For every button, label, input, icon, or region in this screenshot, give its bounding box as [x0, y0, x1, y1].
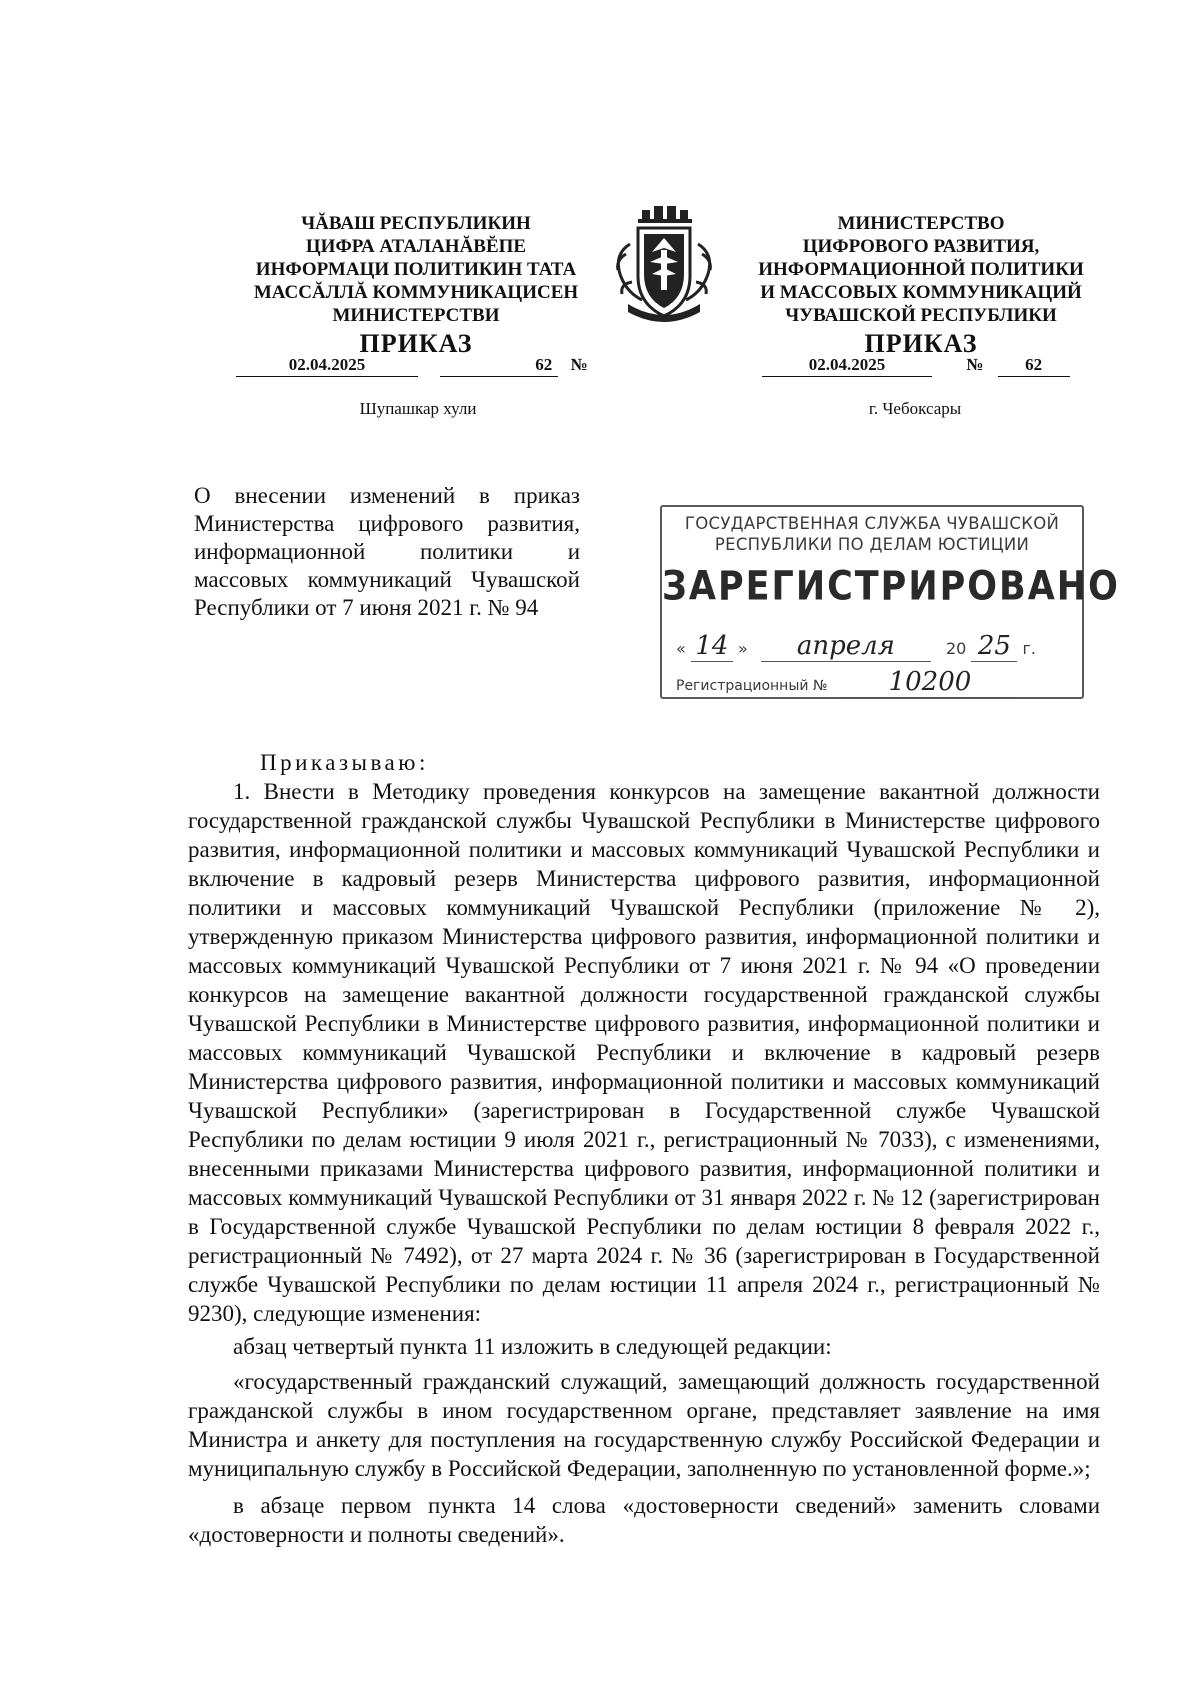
- stamp-org-line: ГОСУДАРСТВЕННАЯ СЛУЖБА ЧУВАШСКОЙ: [684, 514, 1060, 533]
- header-left-line: ИНФОРМАЦИ ПОЛИТИКИН ТАТА: [255, 259, 577, 280]
- header-right-line: ЦИФРОВОГО РАЗВИТИЯ,: [802, 236, 1040, 257]
- stamp-quote-close: »: [737, 639, 748, 658]
- body-paragraph: абзац четвертый пункта 11 изложить в следующей редакции:: [233, 1334, 832, 1359]
- stamp-reg-label: Регистрационный №: [676, 678, 828, 694]
- header-left-line: ЦИФРА АТАЛАНĂВĔПЕ: [305, 236, 527, 257]
- stamp-quote-open: «: [676, 639, 686, 658]
- header-left-number-line: [236, 354, 588, 377]
- header-right-block: [742, 212, 1100, 359]
- header-right-number-sign: №: [966, 355, 984, 374]
- command-word: Приказываю:: [260, 750, 429, 775]
- stamp-reg-number: 10200: [842, 667, 1018, 698]
- stamp-status: ЗАРЕГИСТРИРОВАНО: [662, 564, 1120, 610]
- header-right-line: МИНИСТЕРСТВО: [837, 213, 1005, 234]
- stamp-date-row: [676, 631, 1036, 662]
- stamp-year-unit: г.: [1022, 639, 1037, 658]
- header-right-line: ИНФОРМАЦИОННОЙ ПОЛИТИКИ: [758, 259, 1084, 280]
- header-left-block: [228, 212, 604, 359]
- stamp-month: апреля: [761, 631, 931, 662]
- document-body: [188, 748, 1100, 1549]
- header-right-prikaz: ПРИКАЗ: [864, 329, 978, 358]
- stamp-day: 14: [691, 631, 733, 662]
- header-right-date: 02.04.2025: [762, 354, 932, 377]
- body-paragraph: 1. Внести в Методику проведения конкурсов на замещение вакантной должности государственной гражданской службы Чувашской Республики в Министерстве цифрового развития, информационной политики и массовых коммуникаций Чувашской Республики и включение в кадровый резерв Министерства цифрового развития, информационной политики и массовых коммуникаций Чувашской Республики (приложение № 2), утвержденную приказом Министерства цифрового развития, информационной политики и массовых коммуникаций Чувашской Республики от 7 июня 2021 г. № 94 «О проведении конкурсов на замещение вакантной должности государственной гражданской службы Чувашской Республики в Министерстве цифрового развития, информационной политики и массовых коммуникаций Чувашской Республики и включение в кадровый резерв Министерства цифрового развития, информационной политики и массовых коммуникаций Чувашской Республики» (зарегистрирован в Государственной службе Чувашской Республики по делам юстиции 9 июля 2021 г., регистрационный № 7033), с изменениями, внесенными приказами Министерства цифрового развития, информационной политики и массовых коммуникаций Чувашской Республики от 31 января 2022 г. № 12 (зарегистрирован в Государственной службе Чувашской Республики по делам юстиции 8 февраля 2022 г., регистрационный № 7492), от 27 марта 2024 г. № 36 (зарегистрирован в Государственной службе Чувашской Республики по делам юстиции 11 апреля 2024 г., регистрационный № 9230), следующие изменения:: [188, 779, 1100, 1326]
- stamp-year-suffix: 25: [971, 631, 1017, 662]
- header-left-number-sign: №: [570, 355, 588, 374]
- header-left-city: Шупашкар хули: [359, 399, 477, 418]
- header-left-date: 02.04.2025: [236, 354, 418, 377]
- registration-stamp: [660, 505, 1120, 699]
- header-left-line: МАССĂЛЛĂ КОММУНИКАЦИСЕН: [253, 282, 579, 303]
- header-right-number-line: [762, 354, 1070, 377]
- header-left-number: 62: [440, 354, 558, 377]
- stamp-org-line: РЕСПУБЛИКИ ПО ДЕЛАМ ЮСТИЦИИ: [714, 535, 1030, 554]
- document-title: О внесении изменений в приказ Министерства цифрового развития, информационной политики и массовых коммуникаций Чувашской Республики от 7 июня 2021 г. № 94: [194, 483, 580, 620]
- body-paragraph: «государственный гражданский служащий, замещающий должность государственной гражданской службы в ином государственном органе, представляет заявление на имя Министра и анкету для поступления на государственную службу Российской Федерации и муниципальную службу в Российской Федерации, заполненную по установленной форме.»;: [188, 1369, 1100, 1481]
- stamp-year-prefix: 20: [945, 639, 967, 658]
- stamp-organization: [662, 513, 1082, 555]
- header-left-line: ЧĂВАШ РЕСПУБЛИКИН: [301, 213, 531, 234]
- header-left-prikaz: ПРИКАЗ: [359, 329, 473, 358]
- header-left-line: МИНИСТЕРСТВИ: [332, 305, 500, 326]
- header-right-city: г. Чебоксары: [868, 399, 962, 418]
- stamp-reg-row: [676, 667, 1018, 698]
- header-right-line: ЧУВАШСКОЙ РЕСПУБЛИКИ: [785, 305, 1057, 326]
- coat-of-arms-emblem: [608, 204, 720, 328]
- header-right-number: 62: [998, 354, 1070, 377]
- header-right-line: И МАССОВЫХ КОММУНИКАЦИЙ: [760, 282, 1082, 303]
- body-paragraph: в абзаце первом пункта 14 слова «достоверности сведений» заменить словами «достоверности и полноты сведений».: [188, 1493, 1100, 1547]
